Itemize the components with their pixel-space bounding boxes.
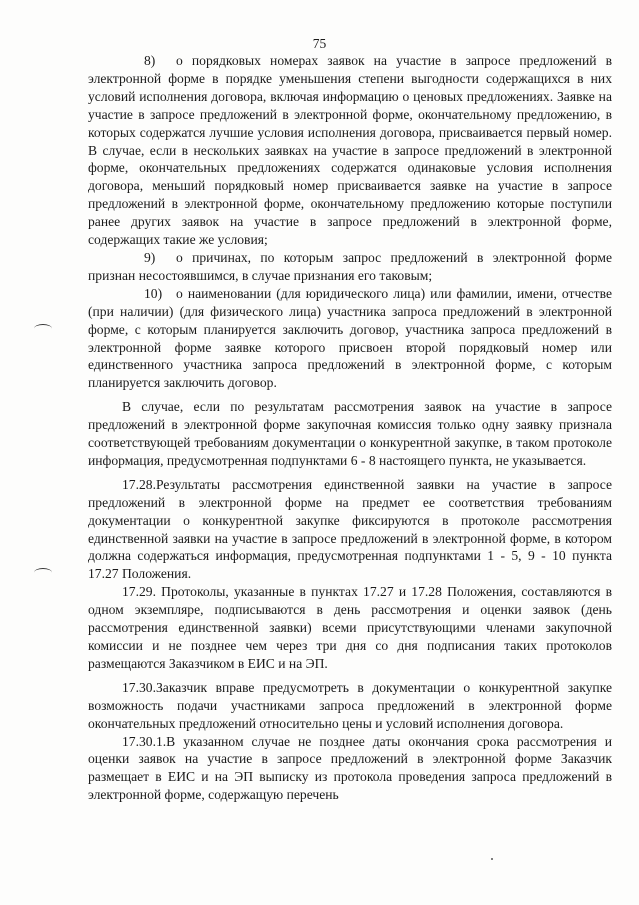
paragraph-single-bid-note: В случае, если по результатам рассмотрения заявок на участие в запросе предложений в электронной форме закупочная комиссия только одну заявку признала соответствующей требованиям документации о конкурентной закупке, в таком протоколе информация, предусмотренная подпунктами 6 - 8 настоящего пункта, не указывается. — [88, 399, 612, 468]
scan-speck — [491, 858, 493, 860]
paragraph-17-29: 17.29. Протоколы, указанные в пунктах 17.27 и 17.28 Положения, составляются в одном экземпляре, подписываются в день рассмотрения и оценки заявок (день рассмотрения единственной заявки) всеми присутствующими членами закупочной комиссии и не позднее чем через три дня со дня подписания таких протоколов размещаются Заказчиком в ЕИС и на ЭП. — [88, 584, 612, 671]
margin-mark — [34, 568, 52, 577]
paragraph-17-28: 17.28.Результаты рассмотрения единственной заявки на участие в запросе предложений в электронной форме на предмет ее соответствия требованиям документации о конкурентной закупке фиксируются в протоколе рассмотрения единственной заявки на участие в запросе предложений в электронной форме, в котором должна содержаться информация, предусмотренная подпунктами 1 - 5, 9 - 10 пункта 17.27 Положения. — [88, 476, 612, 582]
list-item-10 — [88, 285, 612, 392]
list-item-number: 8) — [144, 53, 156, 68]
list-item-text: о порядковых номерах заявок на участие в запросе предложений в электронной форме в порядке уменьшения степени выгодности содержащихся в них условий исполнения договора, включая информацию о ценовых предложениях. Заявке на участие в запросе предложений в электронной форме, окончательному предложению, в которых содержатся лучшие условия исполнения договора, присваивается первый номер. В случае, если в нескольких заявках на участие в запросе предложений в электронной форме, окончательных предложениях содержатся одинаковые условия исполнения договора, меньший порядковый номер присваивается заявке на участие в запросе предложений в электронной форме, окончательному предложению которые поступили ранее других заявок на участие в запросе предложений в электронной форме, содержащих такие же условия; — [88, 53, 612, 248]
paragraph-17-30: 17.30.Заказчик вправе предусмотреть в документации о конкурентной закупке возможность подачи участниками запроса предложений в электронной форме окончательных предложений относительно цены и условий исполнения договора. — [88, 679, 612, 731]
list-item-number: 10) — [144, 285, 163, 301]
list-item-text: о наименовании (для юридического лица) или фамилии, имени, отчестве (при наличии) (для физического лица) участника запроса предложений в электронной форме, с которым планируется заключить договор, участника запроса предложений в электронной форме заявке которого присвоен второй порядковый номер или единственного участника запроса предложений в электронной форме, с которым планируется заключить договор. — [88, 285, 612, 391]
margin-mark — [34, 324, 52, 333]
list-item-number: 9) — [144, 249, 156, 265]
list-item-9 — [88, 249, 612, 285]
page-number: 75 — [312, 36, 327, 51]
list-item-8 — [88, 52, 612, 249]
paragraph-17-30-1: 17.30.1.В указанном случае не позднее даты окончания срока рассмотрения и оценки заявок на участие в запросе предложений в электронной форме Заказчик размещает в ЕИС и на ЭП выписку из протокола проведения запроса предложений в электронной форме, содержащую перечень — [88, 733, 612, 803]
document-body — [88, 52, 612, 804]
list-item-text: о причинах, по которым запрос предложений в электронной форме признан несостоявшимся, в случае признания его таковым; — [88, 249, 612, 283]
